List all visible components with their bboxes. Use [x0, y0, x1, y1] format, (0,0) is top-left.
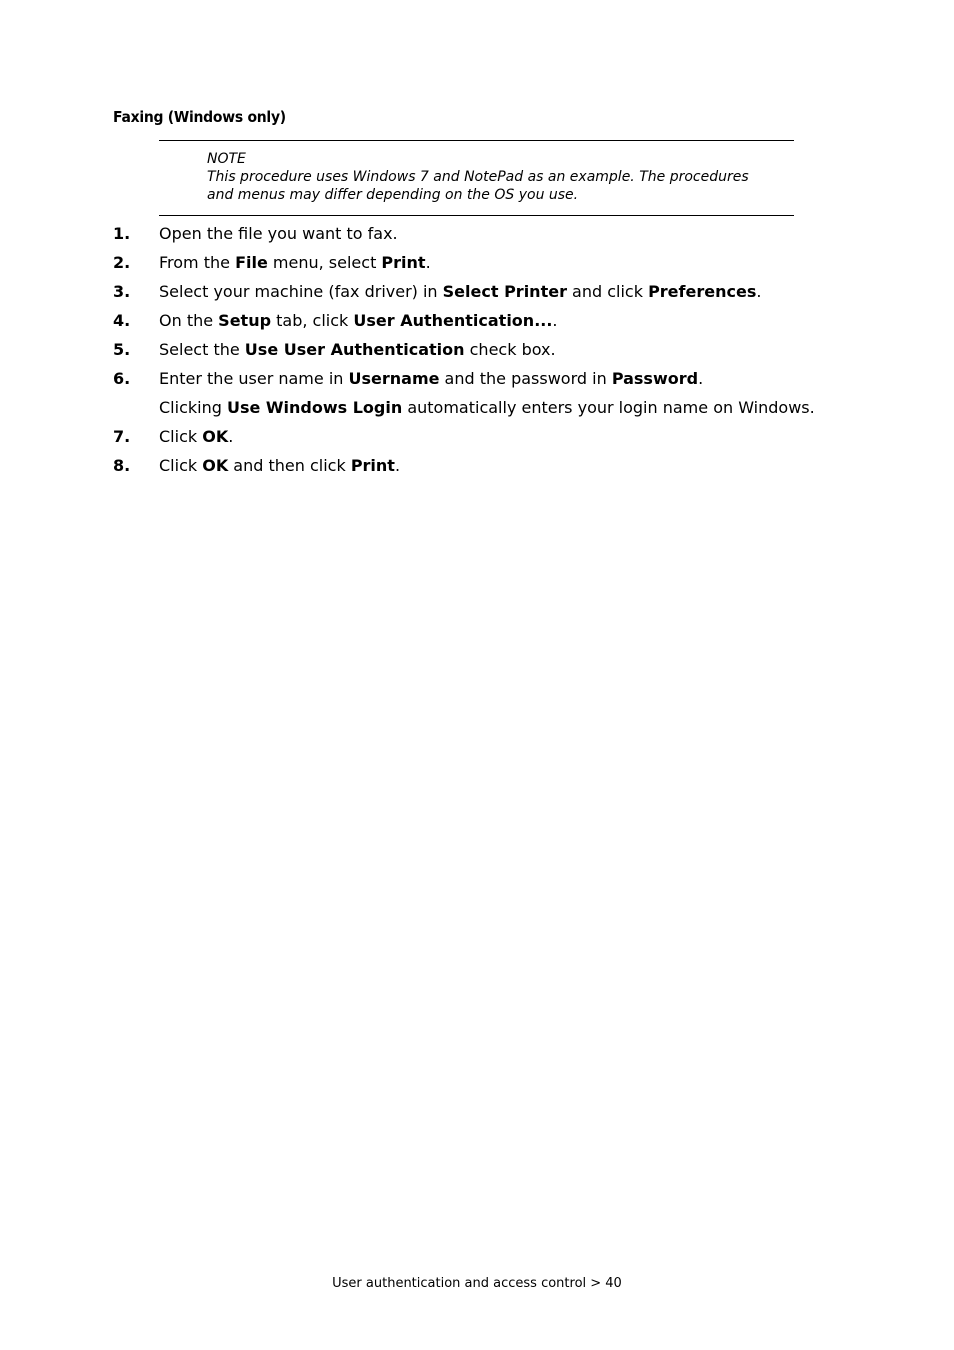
procedure-steps	[113, 222, 873, 483]
ui-term-setup: Setup	[218, 311, 272, 330]
note-content	[207, 150, 787, 204]
step-text-part: .	[394, 456, 401, 475]
step-4	[113, 309, 873, 338]
note-label: NOTE	[207, 151, 246, 167]
step-6-continuation	[113, 396, 873, 425]
step-text-part: Click	[159, 427, 203, 446]
step-text-part: and click	[566, 282, 649, 301]
step-number: 4.	[113, 311, 131, 330]
ui-term-username: Username	[348, 369, 440, 388]
page-footer: User authentication and access control > 40	[332, 1276, 622, 1291]
step-2	[113, 251, 873, 280]
ui-term-print: Print	[381, 253, 426, 272]
ui-term-select-printer: Select Printer	[442, 282, 567, 301]
step-text	[159, 251, 431, 275]
step-text-part: automatically enters your login name on Windows.	[402, 398, 815, 417]
ui-term-user-authentication: User Authentication...	[353, 311, 553, 330]
step-5	[113, 338, 873, 367]
step-text-part: tab, click	[271, 311, 354, 330]
step-text-part: .	[425, 253, 431, 272]
step-6	[113, 367, 873, 396]
step-text-part: Select your machine (fax driver) in	[159, 282, 443, 301]
step-8	[113, 454, 873, 483]
step-text-part: and then click	[228, 456, 351, 475]
step-text-part: menu, select	[267, 253, 382, 272]
ui-term-use-windows-login: Use Windows Login	[226, 398, 403, 417]
section-heading: Faxing (Windows only)	[113, 108, 286, 126]
step-text-part: check box.	[464, 340, 556, 359]
ui-term-print: Print	[350, 456, 395, 475]
step-text-part: .	[698, 369, 704, 388]
ui-term-ok: OK	[202, 427, 229, 446]
step-text-part: Clicking	[159, 398, 227, 417]
step-text	[159, 396, 815, 420]
step-text	[159, 367, 703, 391]
note-box	[159, 140, 794, 216]
step-number: 2.	[113, 253, 131, 272]
step-text	[159, 454, 400, 478]
step-text-part: Open the file you want to fax.	[159, 224, 398, 243]
ui-term-preferences: Preferences	[648, 282, 757, 301]
step-text-part: .	[228, 427, 234, 446]
step-number: 1.	[113, 224, 131, 243]
step-number: 3.	[113, 282, 131, 301]
step-text	[159, 338, 556, 362]
step-text	[159, 222, 398, 246]
step-text-part: On the	[159, 311, 219, 330]
step-7	[113, 425, 873, 454]
step-text	[159, 425, 233, 449]
step-text-part: Click	[159, 456, 203, 475]
step-number: 6.	[113, 369, 131, 388]
ui-term-password: Password	[611, 369, 699, 388]
step-number: 5.	[113, 340, 131, 359]
ui-term-ok: OK	[202, 456, 229, 475]
step-text-part: .	[552, 311, 558, 330]
step-text	[159, 309, 558, 333]
step-3	[113, 280, 873, 309]
step-number: 7.	[113, 427, 131, 446]
step-number: 8.	[113, 456, 131, 475]
note-text-line-1: This procedure uses Windows 7 and NotePad as an example. The procedures	[207, 169, 749, 185]
note-text-line-2: and menus may differ depending on the OS you use.	[207, 187, 579, 203]
step-text-part: From the	[159, 253, 236, 272]
step-text	[159, 280, 761, 304]
step-text-part: Enter the user name in	[159, 369, 349, 388]
step-text-part: and the password in	[439, 369, 612, 388]
step-1	[113, 222, 873, 251]
step-text-part: .	[756, 282, 762, 301]
ui-term-file: File	[235, 253, 268, 272]
ui-term-use-user-authentication: Use User Authentication	[244, 340, 465, 359]
step-text-part: Select the	[159, 340, 245, 359]
